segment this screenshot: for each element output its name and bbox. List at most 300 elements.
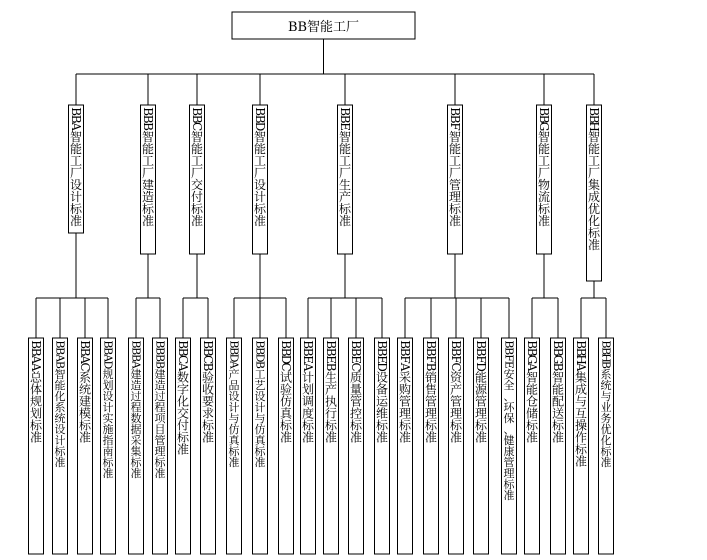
svg-text:C: C (201, 355, 215, 365)
child-node-label (349, 340, 363, 444)
svg-text:工: 工 (141, 153, 155, 168)
svg-text:B: B (78, 340, 92, 350)
svg-text:控: 控 (349, 406, 363, 421)
svg-text:理: 理 (424, 406, 438, 421)
svg-text:理: 理 (503, 466, 515, 480)
svg-text:指: 指 (102, 433, 114, 447)
svg-text:G: G (525, 354, 539, 365)
svg-text:标: 标 (301, 418, 315, 433)
child-node-label (130, 340, 143, 480)
svg-text:理: 理 (449, 406, 463, 421)
svg-text:配: 配 (551, 394, 565, 409)
child-node-label (503, 340, 516, 502)
svg-text:建: 建 (154, 367, 166, 381)
svg-text:标: 标 (190, 201, 204, 216)
svg-text:B: B (338, 114, 352, 124)
svg-text:业: 业 (600, 400, 612, 414)
svg-text:A: A (227, 360, 241, 369)
svg-text:B: B (551, 340, 565, 350)
svg-text:标: 标 (503, 477, 515, 491)
svg-text:H: H (574, 354, 588, 365)
svg-text:标: 标 (587, 225, 601, 240)
svg-text:C: C (78, 362, 92, 372)
child-node-label (102, 340, 115, 480)
svg-text:南: 南 (102, 444, 114, 458)
category-node-label (448, 107, 462, 228)
category-node-label (587, 107, 601, 252)
svg-text:项: 项 (154, 411, 166, 425)
svg-text:化: 化 (600, 433, 612, 447)
svg-text:质: 质 (349, 370, 363, 385)
svg-text:保: 保 (503, 411, 515, 425)
svg-text:H: H (599, 353, 613, 363)
child-node-label (228, 340, 241, 469)
svg-text:过: 过 (130, 389, 142, 403)
svg-text:智: 智 (537, 129, 551, 144)
svg-text:D: D (474, 362, 488, 372)
svg-text:系: 系 (54, 400, 66, 414)
svg-text:与: 与 (228, 411, 240, 425)
svg-text:交: 交 (176, 406, 190, 421)
svg-text:工: 工 (338, 153, 352, 168)
svg-text:C: C (279, 362, 293, 372)
svg-text:A: A (301, 362, 315, 372)
svg-text:能: 能 (190, 141, 204, 156)
svg-text:B: B (101, 347, 115, 356)
svg-text:准: 准 (349, 430, 363, 445)
svg-text:B: B (69, 107, 83, 117)
svg-text:造: 造 (141, 189, 155, 204)
svg-text:B: B (324, 347, 338, 357)
svg-text:准: 准 (228, 455, 240, 469)
svg-text:理: 理 (398, 406, 412, 421)
svg-text:、: 、 (503, 389, 515, 403)
svg-text:管: 管 (474, 394, 488, 409)
svg-text:D: D (253, 353, 267, 363)
svg-text:集: 集 (587, 177, 601, 192)
svg-text:储: 储 (525, 406, 539, 421)
svg-text:安: 安 (503, 367, 515, 381)
svg-text:产: 产 (228, 367, 240, 381)
svg-text:互: 互 (574, 406, 588, 421)
svg-text:B: B (599, 347, 613, 356)
svg-text:B: B (525, 340, 539, 350)
svg-text:总: 总 (29, 370, 43, 385)
svg-text:B: B (474, 340, 488, 350)
svg-text:B: B (253, 114, 267, 124)
svg-text:B: B (349, 340, 363, 350)
svg-text:B: B (190, 114, 204, 124)
svg-text:真: 真 (254, 433, 266, 447)
svg-text:A: A (525, 362, 539, 372)
svg-text:与: 与 (600, 389, 612, 403)
svg-text:能: 能 (474, 370, 488, 385)
root-node-label: BB智能工厂 (287, 20, 360, 35)
svg-text:全: 全 (503, 378, 515, 392)
svg-text:智: 智 (141, 129, 155, 144)
svg-text:运: 运 (375, 394, 389, 409)
svg-text:厂: 厂 (537, 165, 551, 180)
svg-text:准: 准 (574, 454, 588, 469)
svg-text:F: F (474, 355, 488, 364)
svg-text:优: 优 (600, 422, 612, 436)
svg-text:调: 调 (301, 394, 315, 409)
svg-text:厂: 厂 (253, 165, 267, 180)
svg-text:准: 准 (102, 466, 114, 480)
svg-text:生: 生 (324, 370, 338, 385)
svg-text:管: 管 (448, 177, 462, 192)
svg-text:D: D (279, 354, 293, 365)
svg-text:标: 标 (141, 201, 155, 216)
svg-text:智: 智 (69, 129, 83, 144)
svg-text:能: 能 (338, 141, 352, 156)
svg-text:准: 准 (375, 430, 389, 445)
svg-text:计: 计 (102, 400, 114, 414)
svg-text:统: 统 (600, 378, 612, 392)
svg-text:准: 准 (201, 430, 215, 445)
svg-text:标: 标 (102, 455, 114, 469)
svg-text:品: 品 (228, 378, 240, 392)
svg-text:标: 标 (574, 442, 588, 457)
svg-text:智: 智 (551, 370, 565, 385)
svg-text:作: 作 (574, 430, 588, 445)
svg-text:计: 计 (253, 189, 267, 204)
child-node-label (424, 340, 438, 444)
svg-text:标: 标 (130, 455, 142, 469)
svg-text:目: 目 (154, 422, 166, 436)
svg-text:G: G (551, 354, 565, 365)
svg-text:造: 造 (130, 378, 142, 392)
svg-text:B: B (424, 340, 438, 350)
svg-text:仿: 仿 (279, 394, 293, 409)
svg-text:A: A (29, 362, 43, 372)
svg-text:标: 标 (375, 418, 389, 433)
svg-text:C: C (190, 122, 204, 132)
svg-text:厂: 厂 (448, 165, 462, 180)
svg-text:标: 标 (253, 201, 267, 216)
svg-text:真: 真 (228, 433, 240, 447)
svg-text:理: 理 (448, 189, 462, 204)
svg-text:标: 标 (600, 444, 612, 458)
svg-text:A: A (68, 122, 83, 131)
svg-text:要: 要 (201, 394, 215, 409)
child-node-label (301, 340, 315, 444)
svg-text:B: B (201, 362, 215, 372)
svg-text:流: 流 (537, 189, 551, 204)
svg-text:厂: 厂 (141, 165, 155, 180)
svg-text:B: B (176, 340, 190, 350)
svg-text:划: 划 (102, 378, 114, 392)
svg-text:B: B (424, 362, 438, 372)
svg-text:工: 工 (254, 367, 266, 381)
svg-text:售: 售 (424, 382, 438, 397)
svg-text:能: 能 (54, 378, 66, 392)
svg-text:D: D (101, 360, 115, 370)
svg-text:B: B (502, 347, 516, 356)
svg-text:生: 生 (338, 177, 352, 192)
svg-text:B: B (69, 114, 83, 124)
child-node-label (398, 340, 412, 444)
svg-text:仿: 仿 (228, 422, 240, 436)
svg-text:厂: 厂 (338, 165, 352, 180)
svg-text:B: B (301, 340, 315, 350)
child-node-label (375, 340, 389, 444)
svg-text:设: 设 (228, 389, 240, 403)
svg-text:建: 建 (130, 367, 142, 381)
svg-text:成: 成 (587, 189, 601, 204)
child-node-label (525, 340, 539, 444)
svg-text:准: 准 (338, 213, 352, 228)
svg-text:管: 管 (424, 394, 438, 409)
svg-text:化: 化 (176, 394, 190, 409)
svg-text:工: 工 (190, 153, 204, 168)
svg-text:试: 试 (279, 370, 293, 385)
svg-text:B: B (574, 347, 588, 357)
svg-text:维: 维 (375, 406, 389, 421)
svg-text:标: 标 (201, 418, 215, 433)
svg-text:B: B (525, 347, 539, 357)
svg-text:行: 行 (324, 406, 338, 421)
svg-text:与: 与 (254, 411, 266, 425)
svg-text:与: 与 (574, 394, 588, 409)
svg-text:据: 据 (130, 422, 142, 436)
svg-text:计: 计 (54, 433, 66, 447)
svg-text:计: 计 (228, 400, 240, 414)
svg-text:标: 标 (176, 430, 190, 445)
svg-text:B: B (537, 107, 551, 117)
svg-text:收: 收 (201, 382, 215, 397)
svg-text:B: B (349, 347, 363, 357)
child-node-label (324, 340, 338, 444)
svg-text:厂: 厂 (190, 165, 204, 180)
svg-text:准: 准 (551, 430, 565, 445)
svg-text:交: 交 (190, 177, 204, 192)
svg-text:B: B (551, 347, 565, 357)
svg-text:程: 程 (130, 400, 142, 414)
svg-text:B: B (153, 347, 167, 356)
svg-text:系: 系 (78, 370, 92, 385)
svg-text:B: B (153, 354, 167, 363)
svg-text:健: 健 (503, 433, 515, 447)
svg-text:准: 准 (190, 213, 204, 228)
svg-text:化: 化 (587, 213, 601, 228)
svg-text:智: 智 (54, 367, 66, 381)
svg-text:体: 体 (29, 382, 43, 397)
svg-text:资: 资 (449, 370, 463, 385)
svg-text:B: B (375, 340, 389, 350)
svg-text:产: 产 (449, 382, 463, 397)
svg-text:B: B (53, 347, 67, 356)
svg-text:设: 设 (253, 177, 267, 192)
svg-text:设: 设 (102, 389, 114, 403)
svg-text:F: F (449, 355, 463, 364)
svg-text:能: 能 (253, 141, 267, 156)
child-node-label (551, 340, 565, 444)
svg-text:智: 智 (525, 370, 539, 385)
svg-text:规: 规 (29, 394, 43, 409)
svg-text:B: B (29, 340, 43, 350)
svg-text:设: 设 (254, 389, 266, 403)
svg-text:施: 施 (102, 422, 114, 436)
svg-text:B: B (253, 360, 267, 369)
svg-text:B: B (53, 340, 67, 349)
svg-text:准: 准 (253, 213, 267, 228)
svg-text:准: 准 (154, 466, 166, 480)
svg-text:B: B (587, 107, 601, 117)
svg-text:标: 标 (424, 418, 438, 433)
svg-text:C: C (349, 362, 363, 372)
category-node-label (253, 107, 267, 228)
svg-text:B: B (53, 360, 67, 369)
svg-text:源: 源 (474, 382, 488, 397)
svg-text:产: 产 (324, 382, 338, 397)
svg-text:A: A (398, 362, 412, 372)
svg-text:B: B (301, 347, 315, 357)
svg-text:准: 准 (130, 466, 142, 480)
svg-text:厂: 厂 (587, 165, 601, 180)
svg-text:A: A (129, 360, 143, 369)
svg-text:B: B (227, 347, 241, 356)
svg-text:康: 康 (503, 444, 515, 458)
svg-text:B: B (129, 347, 143, 356)
svg-text:B: B (551, 362, 565, 372)
svg-text:准: 准 (301, 430, 315, 445)
child-node-label (449, 340, 463, 444)
svg-text:产: 产 (338, 189, 352, 204)
svg-text:标: 标 (449, 418, 463, 433)
svg-text:设: 设 (69, 177, 83, 192)
svg-text:标: 标 (254, 444, 266, 458)
svg-text:标: 标 (448, 201, 462, 216)
svg-text:集: 集 (130, 444, 142, 458)
svg-text:B: B (324, 340, 338, 350)
svg-text:B: B (253, 107, 267, 117)
svg-text:A: A (29, 355, 43, 364)
svg-text:B: B (599, 340, 613, 349)
svg-text:B: B (253, 340, 267, 349)
svg-text:标: 标 (474, 418, 488, 433)
child-node-label (574, 340, 588, 468)
svg-text:设: 设 (375, 370, 389, 385)
svg-text:B: B (537, 114, 551, 124)
svg-text:B: B (190, 107, 204, 117)
child-node-label (254, 340, 267, 469)
svg-text:B: B (227, 340, 241, 349)
svg-text:成: 成 (574, 382, 588, 397)
svg-text:模: 模 (78, 406, 92, 421)
svg-text:C: C (176, 355, 190, 365)
svg-text:B: B (502, 340, 516, 349)
svg-text:工: 工 (448, 153, 462, 168)
svg-text:B: B (587, 114, 601, 124)
svg-text:E: E (375, 355, 389, 364)
child-node-label (78, 340, 92, 444)
svg-text:B: B (449, 347, 463, 357)
svg-text:智: 智 (253, 129, 267, 144)
svg-text:E: E (349, 355, 363, 364)
category-node-label (338, 107, 352, 228)
svg-text:标: 标 (279, 418, 293, 433)
svg-text:E: E (338, 122, 352, 131)
svg-text:准: 准 (449, 430, 463, 445)
svg-text:A: A (101, 354, 115, 363)
svg-text:B: B (253, 347, 267, 356)
svg-text:B: B (448, 107, 462, 117)
svg-text:厂: 厂 (69, 165, 83, 180)
svg-text:工: 工 (69, 153, 83, 168)
svg-text:F: F (424, 355, 438, 364)
svg-text:D: D (375, 362, 389, 372)
svg-text:A: A (78, 355, 92, 364)
svg-text:准: 准 (279, 430, 293, 445)
svg-text:D: D (227, 353, 241, 363)
svg-text:B: B (448, 114, 462, 124)
svg-text:准: 准 (600, 455, 612, 469)
svg-text:准: 准 (398, 430, 412, 445)
svg-text:化: 化 (54, 389, 66, 403)
svg-text:计: 计 (301, 370, 315, 385)
svg-text:B: B (201, 347, 215, 357)
svg-text:采: 采 (130, 433, 142, 447)
category-node-label (69, 107, 83, 228)
svg-text:B: B (78, 347, 92, 357)
svg-text:B: B (375, 347, 389, 357)
svg-text:管: 管 (349, 394, 363, 409)
svg-text:划: 划 (301, 382, 315, 397)
svg-text:E: E (502, 360, 516, 369)
svg-text:准: 准 (503, 488, 515, 502)
svg-text:量: 量 (349, 382, 363, 397)
svg-text:理: 理 (154, 444, 166, 458)
svg-text:工: 工 (537, 153, 551, 168)
svg-text:操: 操 (574, 418, 588, 433)
svg-text:实: 实 (102, 411, 114, 425)
svg-text:B: B (398, 340, 412, 350)
svg-text:准: 准 (176, 442, 190, 457)
svg-text:标: 标 (324, 418, 338, 433)
svg-text:标: 标 (349, 418, 363, 433)
svg-text:系: 系 (600, 367, 612, 381)
svg-text:造: 造 (154, 378, 166, 392)
svg-text:B: B (424, 347, 438, 357)
svg-text:能: 能 (141, 141, 155, 156)
svg-text:准: 准 (525, 430, 539, 445)
svg-text:标: 标 (69, 201, 83, 216)
svg-text:管: 管 (154, 433, 166, 447)
svg-text:准: 准 (254, 455, 266, 469)
svg-text:管: 管 (398, 394, 412, 409)
svg-text:B: B (101, 340, 115, 349)
svg-text:环: 环 (503, 400, 515, 414)
svg-text:标: 标 (398, 418, 412, 433)
svg-text:统: 统 (54, 411, 66, 425)
svg-text:B: B (574, 340, 588, 350)
svg-text:集: 集 (574, 370, 588, 385)
svg-text:B: B (141, 114, 155, 124)
svg-text:求: 求 (201, 406, 215, 421)
svg-text:B: B (176, 347, 190, 357)
svg-text:规: 规 (102, 367, 114, 381)
svg-text:艺: 艺 (254, 378, 266, 392)
svg-text:标: 标 (29, 418, 43, 433)
child-node-label (154, 340, 167, 480)
svg-text:工: 工 (587, 153, 601, 168)
svg-text:管: 管 (449, 394, 463, 409)
svg-text:字: 字 (176, 382, 190, 397)
svg-text:F: F (398, 355, 412, 364)
svg-text:标: 标 (54, 444, 66, 458)
svg-text:准: 准 (537, 213, 551, 228)
